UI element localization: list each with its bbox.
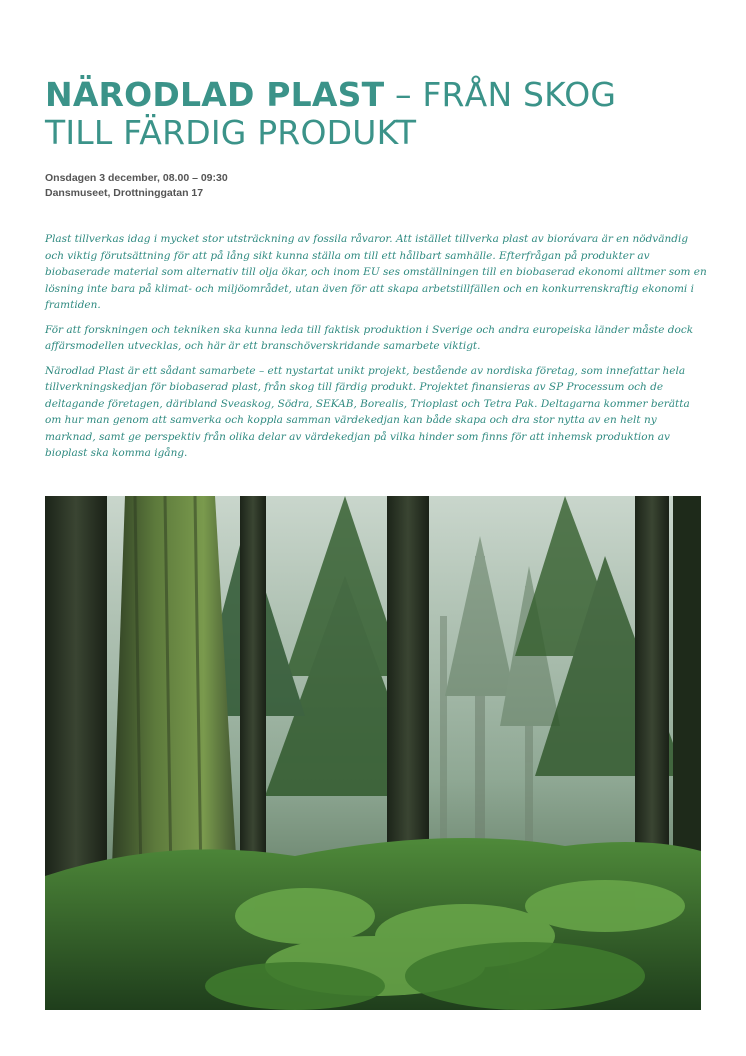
paragraph-2: För att forskningen och tekniken ska kunna leda till faktisk produktion i Sverige och andra europeiska länder måste dock affärsmodellen utvecklas, och här är ett branschöverskridande samarbete viktigt. bbox=[45, 323, 694, 352]
paragraph-1: Plast tillverkas idag i mycket stor utsträckning av fossila råvaror. Att istället tillverka plast av biorávara är en nödvändig och viktig förutsättning för att på lång sikt kunna ställa om till ett hållbart samhälle. Efterfrågan på produkter av biobaserade material som alternativ till olja ökar, och inom EU ses omställningen till en biobaserad ekonomi alltmer som en lösning inte bara på klimat- och miljöområdet, utan även för att skapa arbetstillfällen och en konkurrenskraftig ekonomi i framtiden. bbox=[45, 233, 707, 311]
event-date-time: Onsdagen 3 december, 08.00 – 09:30 bbox=[45, 172, 228, 184]
title-line-2: TILL FÄRDIG PRODUKT bbox=[45, 113, 417, 152]
forest-illustration bbox=[45, 496, 701, 1010]
page-title bbox=[45, 76, 705, 152]
forest-photo bbox=[45, 496, 701, 1010]
title-bold: NÄRODLAD PLAST bbox=[45, 75, 385, 114]
body-text bbox=[45, 231, 707, 470]
event-info bbox=[45, 171, 228, 201]
event-location: Dansmuseet, Drottninggatan 17 bbox=[45, 187, 204, 199]
title-rest: – FRÅN SKOG bbox=[384, 75, 617, 114]
paragraph-3: Närodlad Plast är ett sådant samarbete – ett nystartat unikt projekt, bestående av nordiska företag, som innefattar hela tillverkningskedjan för biobaserad plast, från skog till färdig produkt. Projektet finansieras av SP Processum och de deltagande företagen, däribland Sveaskog, Södra, SEKAB, Borealis, Trioplast och Tetra Pak. Deltagarna kommer berätta om hur man genom att samverka och koppla samman värdekedjan kan både skapa och dra stor nytta av en helt ny marknad, samt ge perspektiv från olika delar av värdekedjan på vilka hinder som finns för att inhemsk produktion av bioplast ska komma igång. bbox=[45, 364, 690, 459]
